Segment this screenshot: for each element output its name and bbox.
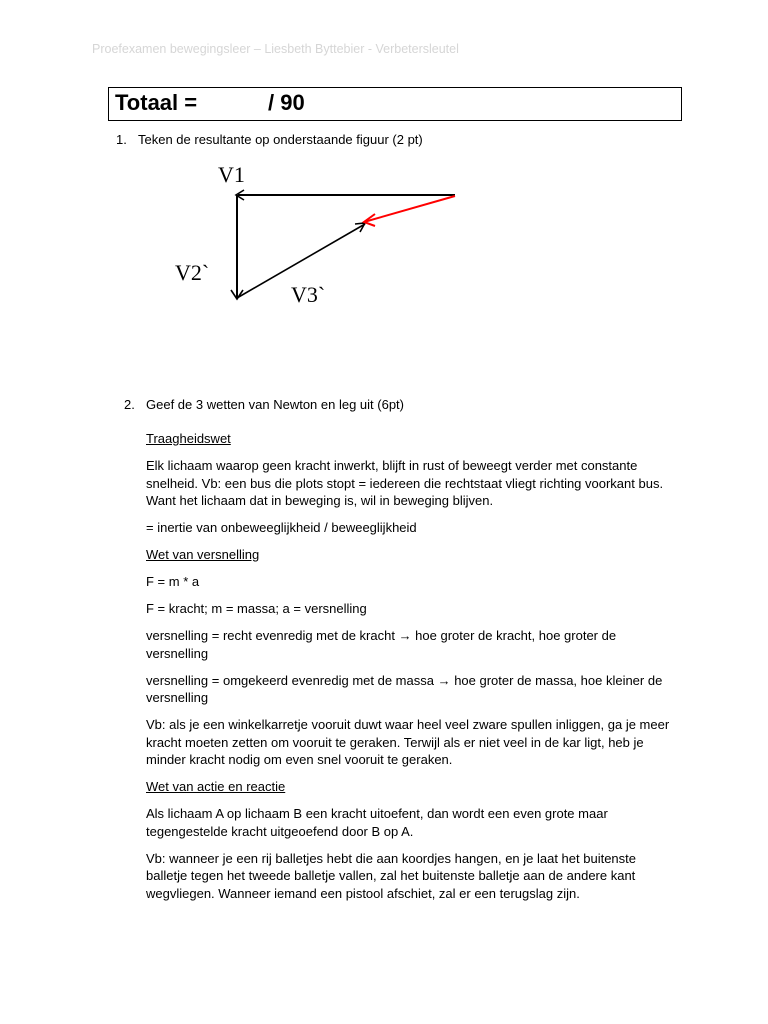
question-2-answer — [146, 430, 686, 912]
acceleration-force-line-1b: hoe groter de kracht, hoe groter de — [411, 628, 617, 643]
question-2-number: 2. — [124, 397, 135, 412]
total-max-score: / 90 — [268, 90, 305, 115]
question-1-text: Teken de resultante op onderstaande figuur (2 pt) — [138, 132, 423, 147]
action-reaction-line-1: Als lichaam A op lichaam B een kracht uitoefent, dan wordt een even grote maar — [146, 806, 608, 821]
action-reaction-example — [146, 850, 686, 903]
action-reaction-example-line-2: balletje tegen het tweede balletje vallen, zal het buitenste balletje aan de andere kant — [146, 868, 636, 883]
acceleration-force-paragraph — [146, 627, 686, 662]
acceleration-formula: F = m * a — [146, 574, 200, 589]
acceleration-mass-paragraph — [146, 672, 686, 707]
inertia-line-3: Want het lichaam dat in beweging is, wil in beweging blijven. — [146, 493, 494, 508]
page-header: Proefexamen bewegingsleer – Liesbeth Byttebier - Verbetersleutel — [92, 42, 459, 56]
action-reaction-example-line-3: wegvliegen. Wanneer iemand een pistool afschiet, zal er een terugslag zijn. — [146, 885, 580, 901]
arrow-icon: → — [437, 672, 451, 688]
acceleration-mass-line-1a: versnelling = omgekeerd evenredig met de massa — [146, 672, 438, 688]
total-label: Totaal = — [115, 90, 198, 115]
action-reaction-paragraph — [146, 805, 686, 840]
question-1-number: 1. — [116, 132, 127, 147]
acceleration-example-line-2: kracht moeten zetten om vooruit te geraken. Terwijl als er niet veel in de kar ligt, heb je — [146, 734, 644, 750]
inertia-line-1: Elk lichaam waarop geen kracht inwerkt, blijft in rust of beweegt verder met constante — [146, 458, 638, 473]
acceleration-force-line-2: versnelling — [146, 645, 209, 661]
action-reaction-example-line-1: Vb: wanneer je een rij balletjes hebt die aan koordjes hangen, en je laat het buitenste — [146, 850, 637, 866]
acceleration-legend: F = kracht; m = massa; a = versnelling — [146, 601, 367, 616]
inertia-note: = inertie van onbeweeglijkheid / beweeglijkheid — [146, 520, 417, 535]
inertia-line-2: snelheid. Vb: een bus die plots stopt = iedereen die rechtstaat vliegt richting voorkant bus. — [146, 475, 664, 491]
heading-action-reaction-law: Wet van actie en reactie — [146, 779, 286, 794]
acceleration-mass-line-1b: hoe groter de massa, hoe kleiner de — [450, 672, 663, 688]
resultant-vector — [364, 196, 455, 222]
label-v1: V1 — [218, 162, 245, 187]
heading-acceleration-law: Wet van versnelling — [146, 547, 260, 562]
acceleration-force-line-1a: versnelling = recht evenredig met de kracht — [146, 628, 399, 643]
inertia-law-paragraph — [146, 457, 686, 510]
action-reaction-line-2: tegengestelde kracht uitgeoefend door B op A. — [146, 823, 414, 839]
acceleration-example-line-1: Vb: als je een winkelkarretje vooruit duwt waar heel veel zware spullen inliggen, ga je meer — [146, 717, 670, 732]
label-v2: V2` — [175, 260, 210, 285]
label-v3: V3` — [291, 282, 326, 307]
heading-inertia-law: Traagheidswet — [146, 431, 231, 446]
acceleration-example — [146, 716, 686, 769]
acceleration-mass-line-2: versnelling — [146, 690, 209, 705]
vector-figure — [170, 155, 470, 315]
acceleration-example-line-3: minder kracht nodig om even snel vooruit te geraken. — [146, 752, 453, 767]
question-2-text: Geef de 3 wetten van Newton en leg uit (6pt) — [146, 397, 404, 412]
arrow-icon: → — [398, 628, 412, 643]
total-score-box — [108, 87, 682, 121]
